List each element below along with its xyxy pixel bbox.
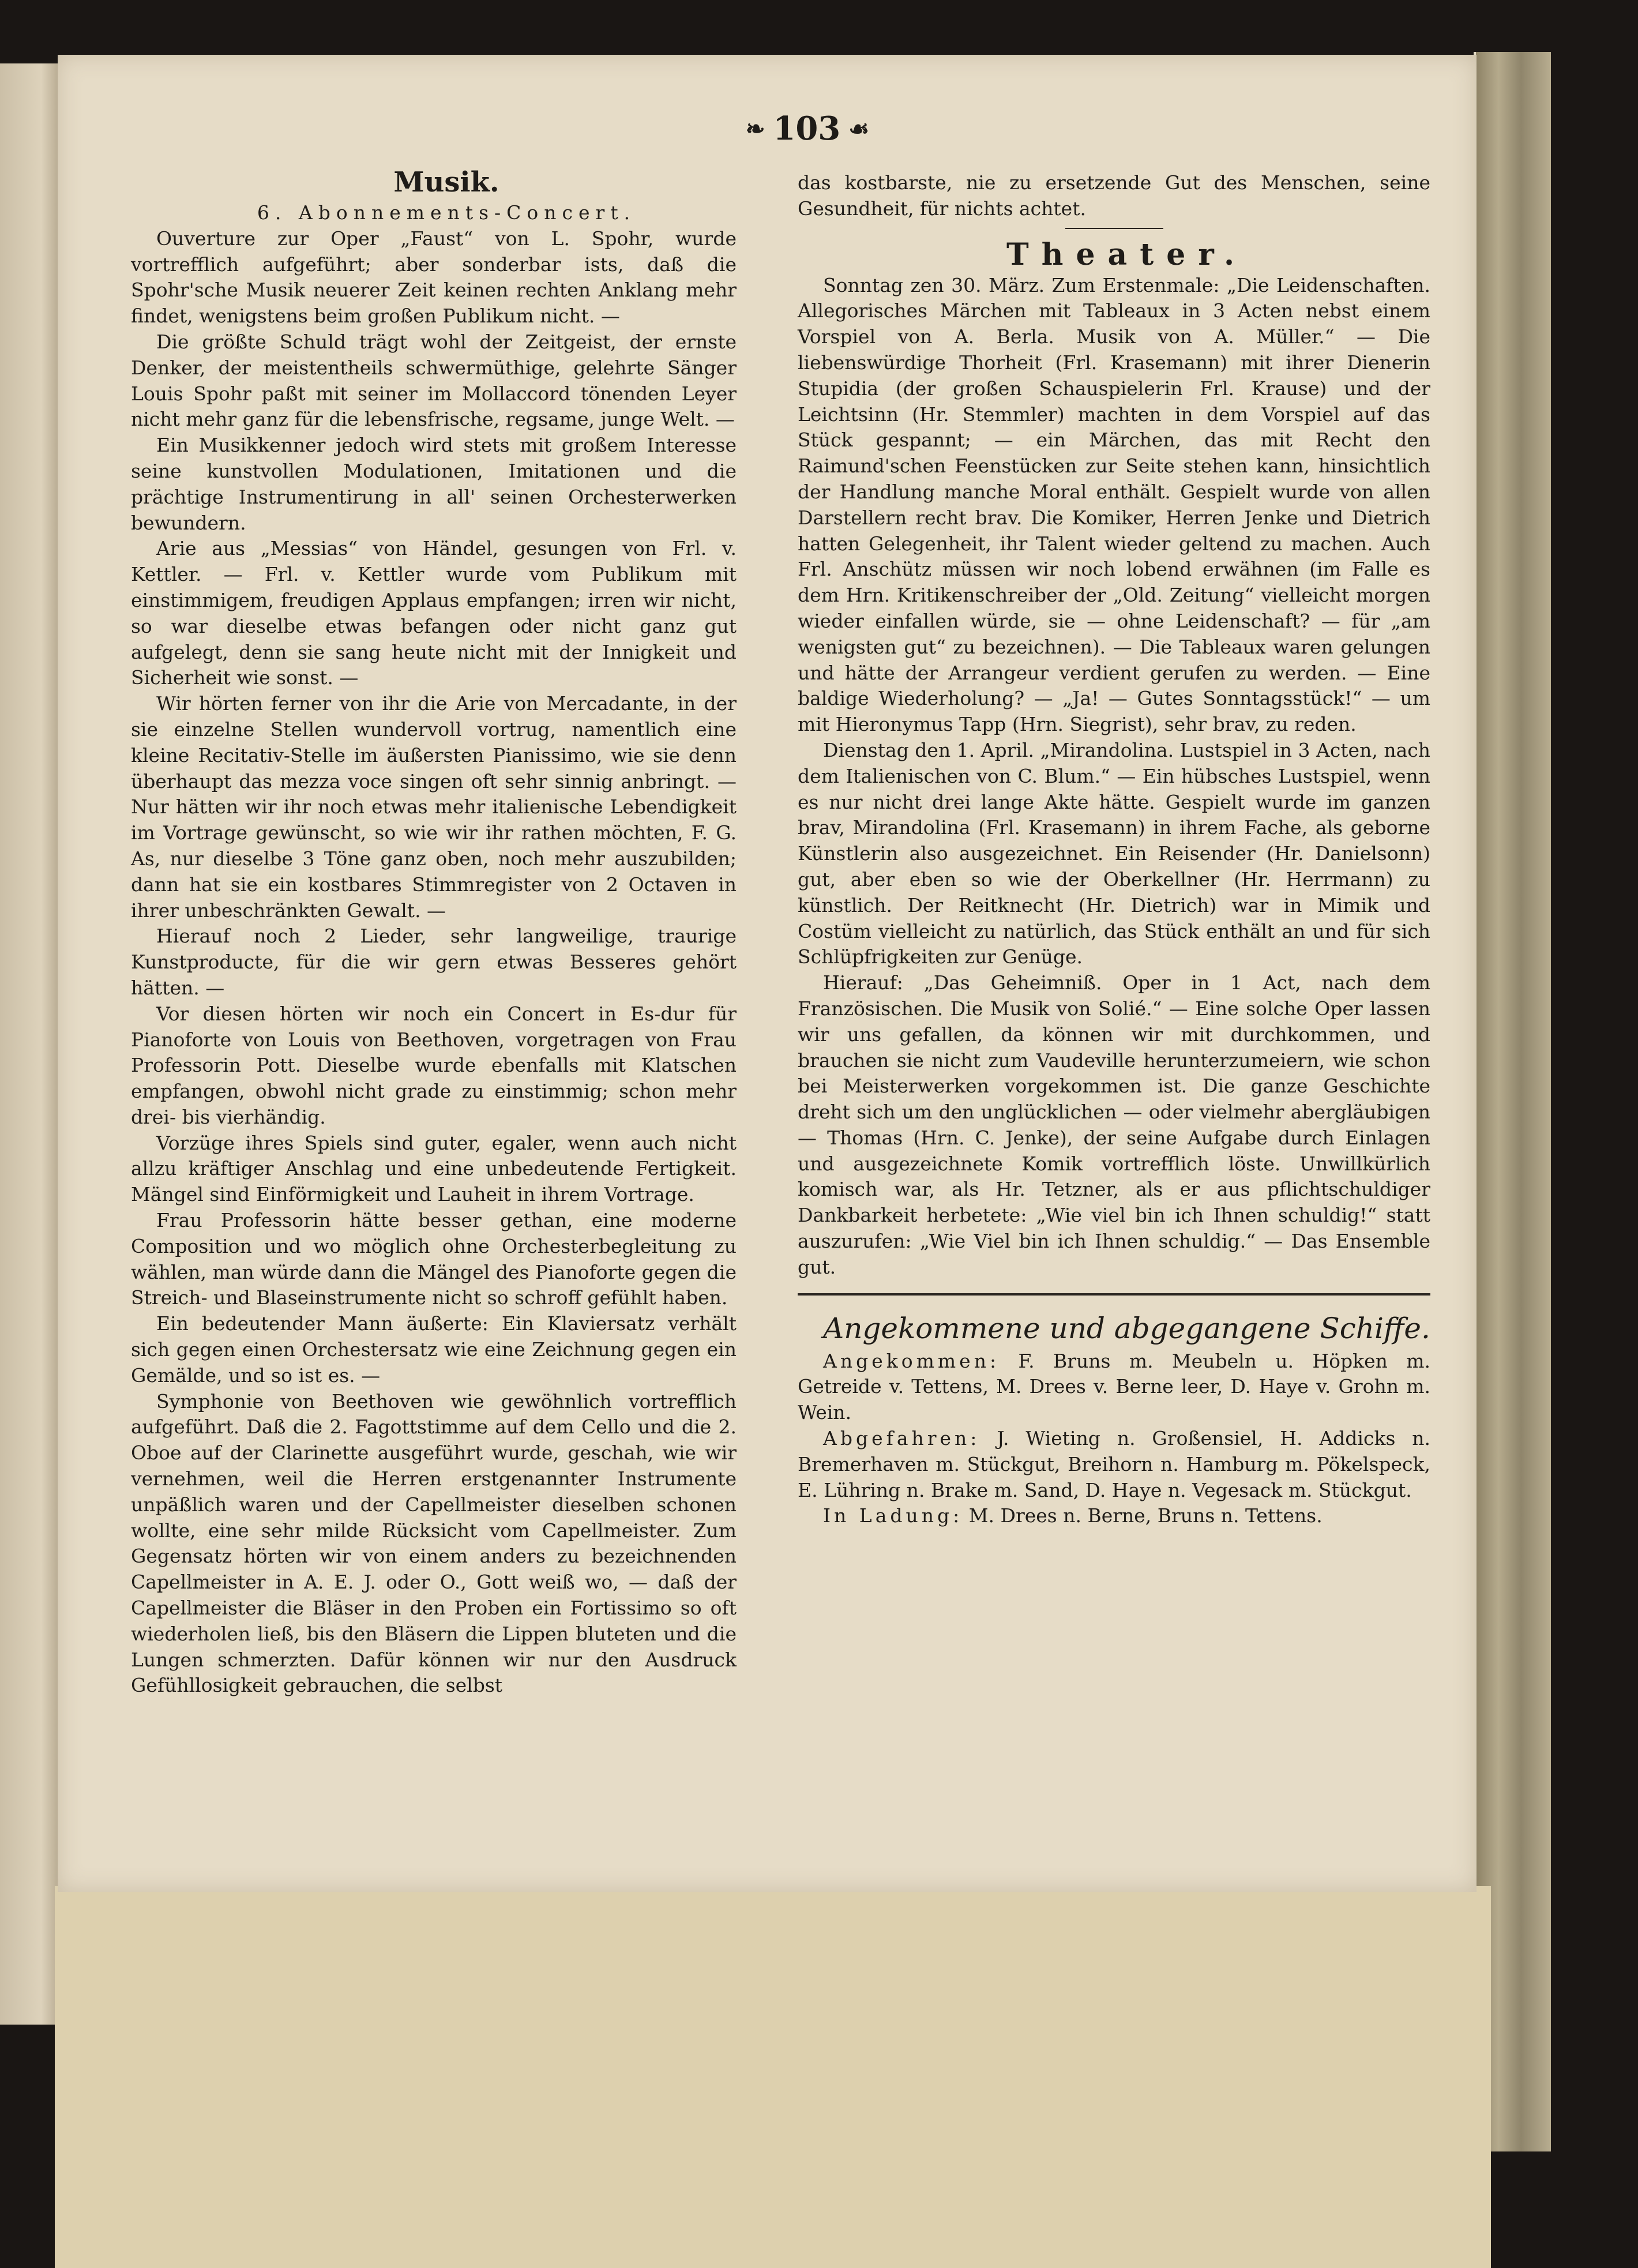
paragraph: Vor diesen hörten wir noch ein Concert in Es-dur für Pianoforte von Louis von Beethoven, vorgetragen von Frau Professorin Pott. Dieselbe wurde ebenfalls mit Klatschen empfangen, obwohl nicht grade zu einstimmig; schon mehr drei- bis vierhändig. — [131, 1002, 737, 1128]
paragraph: Ein bedeutender Mann äußerte: Ein Klaviersatz verhält sich gegen einen Orchestersatz wie eine Zeichnung gegen ein Gemälde, und so ist es. — — [131, 1312, 737, 1387]
concert-subtitle: 6. Abonnements-Concert. — [257, 201, 636, 224]
continuation-paragraph: das kostbarste, nie zu ersetzende Gut des Menschen, seine Gesundheit, für nichts achtet. — [798, 171, 1430, 220]
shipping-entry-arrived — [798, 1349, 1430, 1426]
paragraph: Vorzüge ihres Spiels sind guter, egaler, wenn auch nicht allzu kräftiger Anschlag und eine unbedeutende Fertigkeit. Mängel sind Einförmigkeit und Lauheit in ihrem Vortrage. — [131, 1131, 737, 1206]
paragraph: Hierauf noch 2 Lieder, sehr langweilige, traurige Kunstproducte, für die wir gern etwas Besseres gehört hätten. — — [131, 925, 737, 999]
previous-page-edge — [0, 63, 59, 2025]
paragraph: Ein Musikkenner jedoch wird stets mit großem Interesse seine kunstvollen Modulationen, Imitationen und die prächtige Instrumentirung in all' seinen Orchesterwerken bewundern. — [131, 434, 737, 534]
section-divider — [1065, 228, 1163, 229]
shipping-text: F. Bruns m. Meubeln u. Höpken m. Getreide v. Tettens, M. Drees v. Berne leer, D. Haye v. Grohn m. Wein. — [798, 1349, 1430, 1424]
shipping-label: Abgefahren: — [823, 1427, 980, 1450]
section-title-theater: Theater. — [1006, 236, 1248, 272]
page-header — [698, 106, 917, 152]
right-ornament-icon: ☙ — [848, 115, 870, 142]
section-title-musik: Musik. — [393, 166, 499, 198]
paragraph: Ouverture zur Oper „Faust“ von L. Spohr, wurde vortrefflich aufgeführt; aber sonderbar ists, daß die Spohr'sche Musik neuerer Zeit keinen rechten Anklang mehr findet, wenigstens beim großen Publikum nicht. — — [131, 227, 737, 328]
paragraph: Frau Professorin hätte besser gethan, eine moderne Composition und wo möglich ohne Orchesterbegleitung zu wählen, man würde dann die Mängel des Pianoforte gegen die Streich- und Blaseinstrumente nicht so schroff gefühlt haben. — [131, 1209, 737, 1309]
shipping-entry-loading — [798, 1503, 1430, 1529]
paragraph: Symphonie von Beethoven wie gewöhnlich vortrefflich aufgeführt. Daß die 2. Fagottstimme auf dem Cello und die 2. Oboe auf der Clarinette ausgeführt wurde, geschah, wie wir vernehmen, weil die Herren erstgenannter Instrumente unpäßlich waren und der Capellmeister dieselben schonen wollte, eine sehr milde Rücksicht vom Capellmeister. Zum Gegensatz hörten wir von einem anders zu bezeichnenden Capellmeister in A. E. J. oder O., Gott weiß wo, — daß der Capellmeister die Bläser in den Proben ein Fortissimo so oft wiederholen ließ, bis den Bläsern die Lippen bluteten und die Lungen schmerzten. Dafür können wir nur den Ausdruck Gefühllosigkeit gebrauchen, die selbst — [131, 1390, 737, 1697]
section-title-shipping: Angekommene und abgegangene Schiffe. — [823, 1311, 1430, 1345]
newspaper-page — [58, 55, 1477, 1892]
left-ornament-icon: ❧ — [745, 115, 765, 142]
paragraph: Dienstag den 1. April. „Mirandolina. Lustspiel in 3 Acten, nach dem Italienischen von C. Blum.“ — Ein hübsches Lustspiel, wenn es nur nicht drei lange Akte hätte. Gespielt wurde im ganzen brav, Mirandolina (Frl. Krasemann) in ihrem Fache, als geborne Künstlerin also ausgezeichnet. Ein Reisender (Hr. Danielsonn) gut, aber eben so wie der Oberkellner (Hr. Herrmann) zu künstlich. Der Reitknecht (Hr. Dietrich) war in Mimik und Costüm vielleicht zu natürlich, das Stück enthält an und für sich Schlüpfrigkeiten zur Genüge. — [798, 738, 1430, 968]
shipping-entry-departed — [798, 1426, 1430, 1503]
section-divider — [798, 1293, 1430, 1296]
page-number: 103 — [773, 110, 841, 148]
shipping-label: In Ladung: — [823, 1504, 963, 1527]
left-column — [131, 164, 737, 1699]
shipping-label: Angekommen: — [823, 1349, 1000, 1372]
paragraph: Wir hörten ferner von ihr die Arie von Mercadante, in der sie einzelne Stellen wundervoll vortrug, namentlich eine kleine Recitativ-Stelle im äußersten Pianissimo, wie sie denn überhaupt das mezza voce singen oft sehr sinnig anbringt. — Nur hätten wir ihr noch etwas mehr italienische Lebendigkeit im Vortrage gewünscht, so wie wir ihr rathen möchten, F. G. As, nur dieselbe 3 Töne ganz oben, noch mehr auszubilden; dann hat sie ein kostbares Stimmregister von 2 Octaven in ihrer unbeschränkten Gewalt. — — [131, 692, 737, 922]
shipping-text: M. Drees n. Berne, Bruns n. Tettens. — [968, 1504, 1323, 1527]
shipping-text: J. Wieting n. Großensiel, H. Addicks n. Bremerhaven m. Stückgut, Breihorn n. Hamburg m. Pökelspeck, E. Lühring n. Brake m. Sand, D. Haye n. Vegesack m. Stückgut. — [798, 1427, 1430, 1501]
book-cover-edge — [1474, 52, 1551, 2151]
paragraph: Arie aus „Messias“ von Händel, gesungen von Frl. v. Kettler. — Frl. v. Kettler wurde vom Publikum mit einstimmigem, freudigen Applaus empfangen; irren wir nicht, so war dieselbe etwas befangen oder nicht ganz gut aufgelegt, denn sie sang heute nicht mit der Innigkeit und Sicherheit wie sonst. — — [131, 537, 737, 689]
paragraph: Sonntag zen 30. März. Zum Erstenmale: „Die Leidenschaften. Allegorisches Märchen mit Tableaux in 3 Acten nebst einem Vorspiel von A. Berla. Musik von A. Müller.“ — Die liebenswürdige Thorheit (Frl. Krasemann) mit ihrer Dienerin Stupidia (der großen Schauspielerin Frl. Krause) und der Leichtsinn (Hr. Stemmler) machten in dem Vorspiel auf das Stück gespannt; — ein Märchen, das mit Recht den Raimund'schen Feenstücken zur Seite stehen kann, hinsichtlich der Handlung manche Moral enthält. Gespielt wurde von allen Darstellern recht brav. Die Komiker, Herren Jenke und Dietrich hatten Gelegenheit, ihr Talent wieder geltend zu machen. Auch Frl. Anschütz müssen wir noch lobend erwähnen (im Falle es dem Hrn. Kritikenschreiber der „Old. Zeitung“ vielleicht morgen wieder einfallen würde, sie — ohne Leidenschaft? — für „am wenigsten gut“ zu bezeichnen). — Die Tableaux waren gelungen und hätte der Arrangeur verdient gerufen zu werden. — Eine baldige Wiederholung? — „Ja! — Gutes Sonntagsstück!“ — um mit Hieronymus Tapp (Hrn. Siegrist), sehr brav, zu reden. — [798, 273, 1430, 736]
paragraph: Die größte Schuld trägt wohl der Zeitgeist, der ernste Denker, der meistentheils schwermüthige, gelehrte Sänger Louis Spohr paßt mit seiner im Mollaccord tönenden Leyer nicht mehr ganz für die lebensfrische, regsame, junge Welt. — — [131, 330, 737, 431]
paragraph: Hierauf: „Das Geheimniß. Oper in 1 Act, nach dem Französischen. Die Musik von Solié.“ — Eine solche Oper lassen wir uns gefallen, da können wir mit durchkommen, und brauchen sie nicht zum Vaudeville herunterzumeiern, wie schon bei Meisterwerken vorgekommen ist. Die ganze Geschichte dreht sich um den unglücklichen — oder vielmehr abergläubigen — Thomas (Hrn. C. Jenke), der seine Aufgabe durch Einlagen und ausgezeichnete Komik vortrefflich löste. Unwillkürlich komisch war, als Hr. Tetzner, als er aus pflichtschuldiger Dankbarkeit herbetete: „Wie viel bin ich Ihnen schuldig!“ statt auszurufen: „Wie Viel bin ich Ihnen schuldig.“ — Das Ensemble gut. — [798, 971, 1430, 1278]
right-column — [798, 170, 1430, 1529]
blank-leaf — [55, 1886, 1491, 2268]
